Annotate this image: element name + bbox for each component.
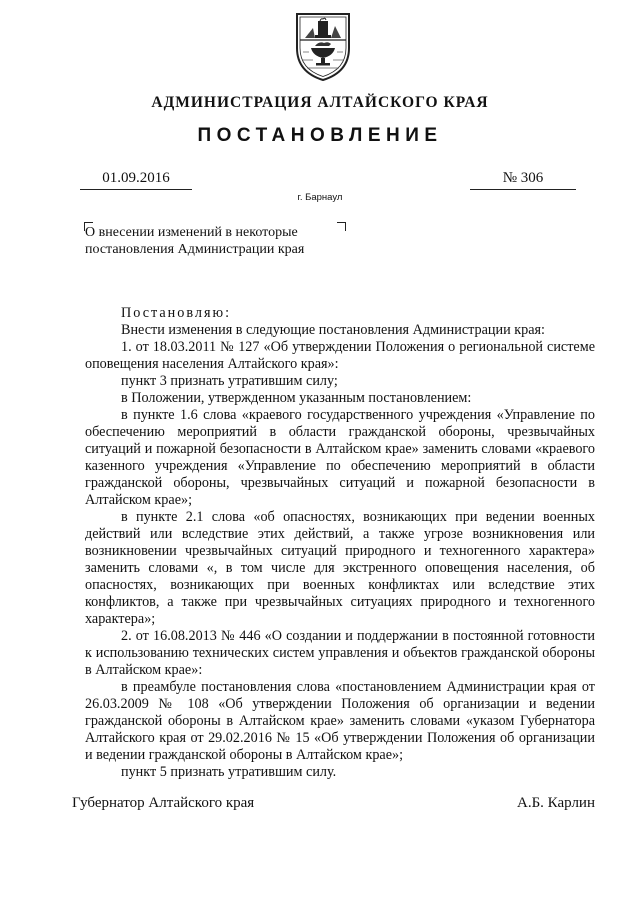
document-date: 01.09.2016: [80, 170, 192, 190]
document-body: [85, 305, 595, 781]
document-type: ПОСТАНОВЛЕНИЕ: [197, 125, 443, 146]
body-paragraph: Постановляю:: [121, 305, 232, 321]
document-subject: О внесении изменений в некоторые постановления Администрации края: [85, 225, 305, 257]
body-paragraph: пункт 3 признать утратившим силу;: [121, 373, 338, 389]
altai-krai-coat-of-arms-icon: [291, 10, 355, 82]
document-number: № 306: [470, 170, 576, 190]
body-paragraph: Внести изменения в следующие постановления Администрации края:: [121, 322, 545, 338]
organization-title: АДМИНИСТРАЦИЯ АЛТАЙСКОГО КРАЯ: [151, 94, 489, 111]
body-paragraph: в пункте 2.1 слова «об опасностях, возникающих при ведении военных действий или вследствие этих действий, а также угрозе возникновения или возникновении чрезвычайных ситуаций природного и техногенного характера» заменить словами «, в том числе для экстренного оповещения населения, об опасностях, возникающих при военных конфликтах или вследствие этих конфликтов, а также при чрезвычайных ситуациях природного и техногенного характера»;: [85, 509, 595, 627]
body-paragraph: в пункте 1.6 слова «краевого государственного учреждения «Управление по обеспечению мероприятий в области гражданской обороны, чрезвычайных ситуаций и пожарной безопасности в Алтайском крае» заменить словами «краевого казенного учреждения «Управление по обеспечению мероприятий в области гражданской обороны, чрезвычайных ситуаций и пожарной безопасности в Алтайском крае»;: [85, 407, 595, 508]
document-city: г. Барнаул: [297, 192, 343, 203]
signatory-position: Губернатор Алтайского края: [72, 795, 255, 811]
body-paragraph: 1. от 18.03.2011 № 127 «Об утверждении Положения о региональной системе оповещения населения Алтайского края»:: [85, 339, 595, 372]
body-paragraph: в Положении, утвержденном указанным постановлением:: [121, 390, 472, 406]
body-paragraph: в преамбуле постановления слова «постановлением Администрации края от 26.03.2009 № 108 «Об утверждении Положения об организации и ведении гражданской обороны в Алтайском крае» заменить словами «указом Губернатора Алтайского края от 29.02.2016 № 15 «Об утверждении Положения об организации и ведении гражданской обороны в Алтайском крае»;: [85, 679, 595, 763]
signatory-name: А.Б. Карлин: [516, 795, 595, 811]
body-paragraph: пункт 5 признать утратившим силу.: [121, 764, 337, 780]
body-paragraph: 2. от 16.08.2013 № 446 «О создании и поддержании в постоянной готовности к использованию технических систем управления и объектов гражданской обороны в Алтайском крае»:: [85, 628, 595, 678]
